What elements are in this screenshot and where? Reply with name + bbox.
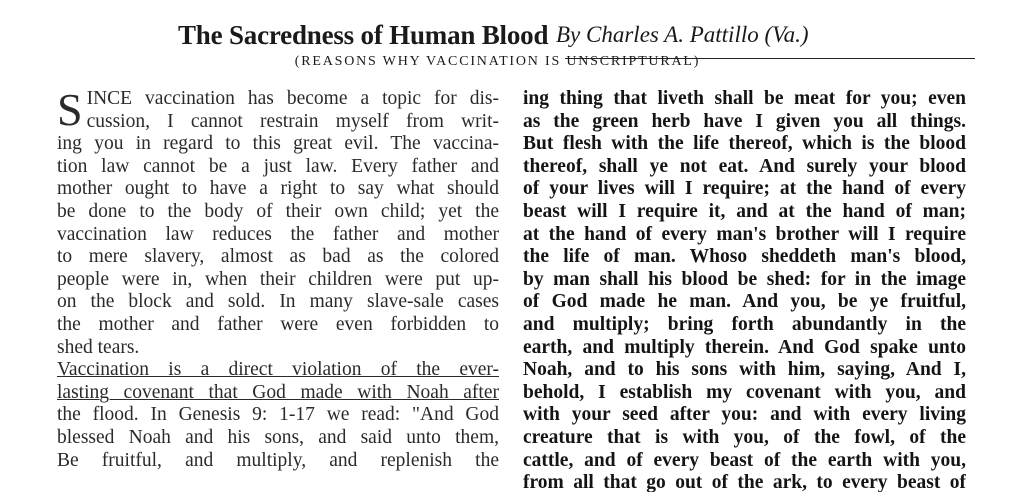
- text-line: blessed Noah and his sons, and said unto them,: [57, 426, 499, 448]
- text-line: and multiply; bring forth abundantly in the: [523, 313, 966, 335]
- article-subtitle-text: (REASONS WHY VACCINATION IS UNSCRIPTURAL): [294, 54, 701, 69]
- text-line: of God made he man. And you, be ye fruitful,: [523, 291, 966, 313]
- text-line: on the block and sold. In many slave-sale cases: [57, 291, 499, 313]
- text-line: ing thing that liveth shall be meat for you; even: [523, 88, 966, 109]
- article-header: [0, 14, 1015, 54]
- text-line: beast will I require it, and at the hand of man;: [523, 200, 966, 222]
- text-line: creature that is with you, of the fowl, of the: [523, 426, 966, 448]
- text-line: INCE vaccination has become a topic for dis-: [86, 88, 499, 109]
- underlined-line: lasting covenant that God made with Noah after: [57, 381, 499, 403]
- text-line: cussion, I cannot restrain myself from writ-: [86, 110, 499, 132]
- right-column: [523, 88, 966, 492]
- drop-cap: S: [57, 84, 83, 135]
- text-line: the flood. In Genesis 9: 1-17 we read: "And God: [57, 404, 499, 426]
- text-line: be done to the body of their own child; yet the: [57, 200, 499, 222]
- text-line: from all that go out of the ark, to every beast of: [523, 472, 966, 492]
- text-line: by man shall his blood be shed: for in the image: [523, 268, 966, 290]
- text-line: with your seed after you: and with every living: [523, 404, 966, 426]
- text-line: thereof, shall ye not eat. And surely your blood: [523, 155, 966, 177]
- left-column: [57, 84, 499, 472]
- text-line: at the hand of every man's brother will I require: [523, 223, 966, 245]
- underlined-line: Vaccination is a direct violation of the ever-: [57, 359, 499, 381]
- text-line: to mere slavery, almost as bad as the colored: [57, 246, 499, 268]
- text-line: vaccination law reduces the father and mother: [57, 223, 499, 245]
- text-line: of your lives will I require; at the hand of every: [523, 178, 966, 200]
- text-line: ing you in regard to this great evil. The vaccina-: [57, 133, 499, 155]
- text-line: the mother and father were even forbidden to: [57, 313, 499, 335]
- text-line: as the green herb have I given you all things.: [523, 110, 966, 132]
- text-line: Noah, and to his sons with him, saying, And I,: [523, 359, 966, 381]
- text-line: earth, and multiply therein. And God spake unto: [523, 336, 966, 358]
- text-line: tion law cannot be a just law. Every father and: [57, 155, 499, 177]
- text-line: Be fruitful, and multiply, and replenish the: [57, 449, 499, 471]
- text-line: people were in, when their children were put up-: [57, 268, 499, 290]
- article-subtitle: [0, 54, 1015, 70]
- article-title: The Sacredness of Human Blood: [178, 20, 549, 50]
- text-line: cattle, and of every beast of the earth with you,: [523, 449, 966, 471]
- text-line: shed tears.: [57, 336, 140, 358]
- text-line: behold, I establish my covenant with you, and: [523, 381, 966, 403]
- text-line: mother ought to have a right to say what should: [57, 178, 499, 200]
- text-line: the life of man. Whoso sheddeth man's blood,: [523, 246, 966, 268]
- text-line: But flesh with the life thereof, which is the blood: [523, 133, 966, 155]
- article-byline: By Charles A. Pattillo (Va.): [556, 22, 809, 47]
